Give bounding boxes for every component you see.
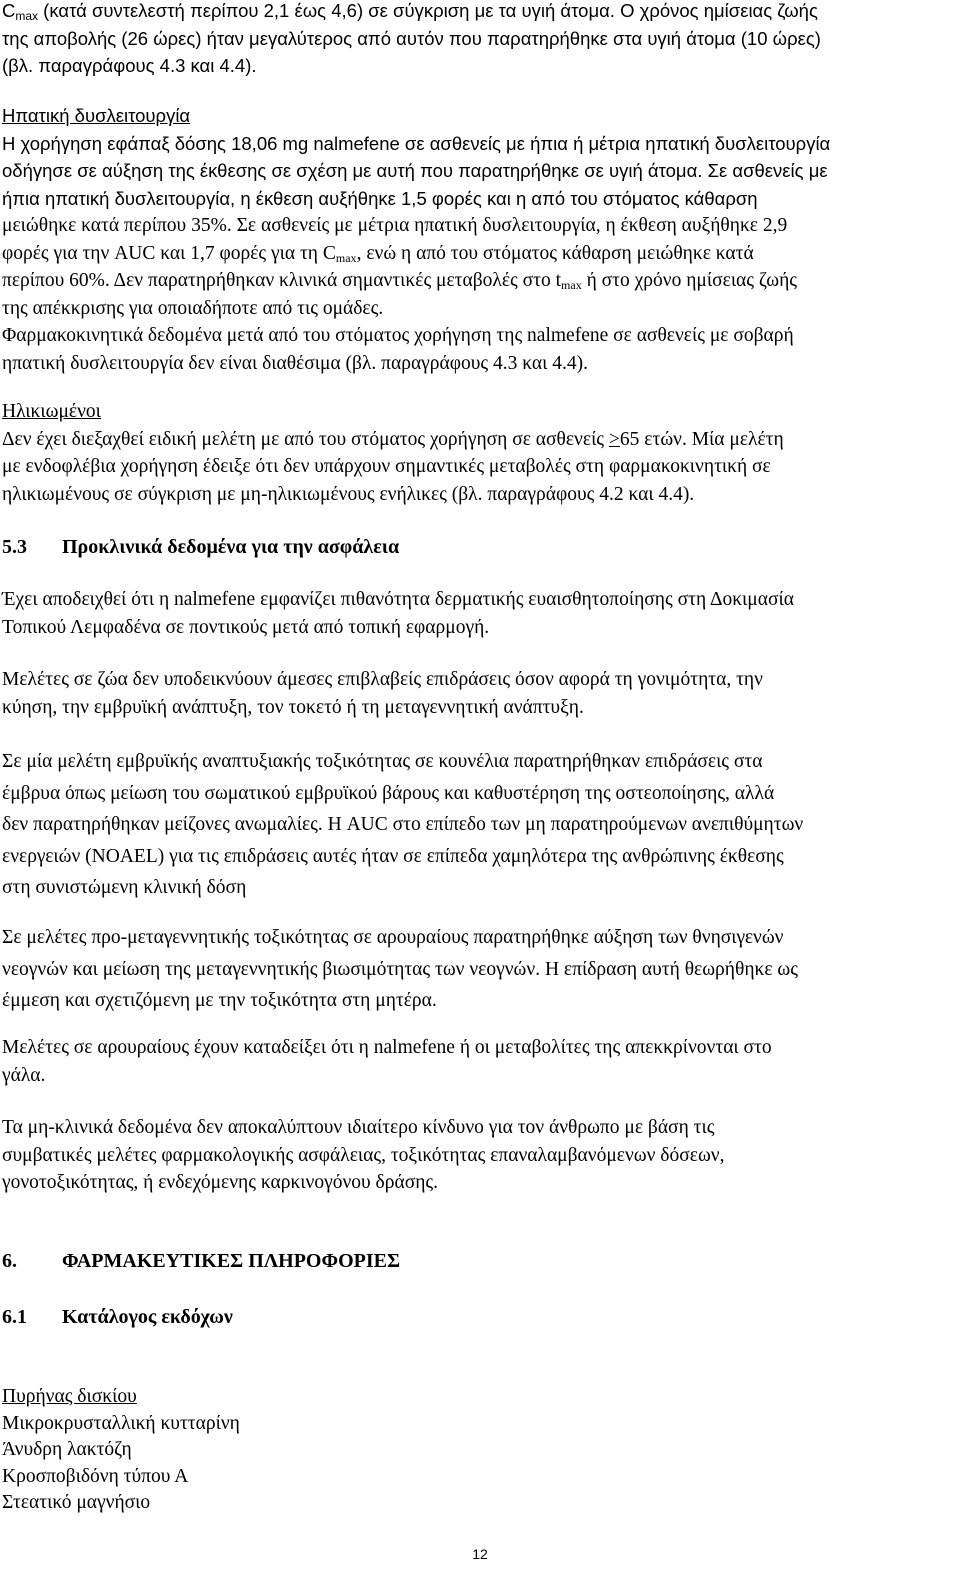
excipients-list bbox=[2, 1384, 954, 1517]
section-6-1-heading: 6.1 Κατάλογος εκδόχων bbox=[2, 1306, 233, 1328]
paragraph-fertility: Μελέτες σε ζώα δεν υποδεικνύουν άμεσες επιβλαβείς επιδράσεις όσον αφορά τη γονιμότητα, την κύηση, την εμβρυϊκή ανάπτυξη, τον τοκετό ή τη μεταγεννητική ανάπτυξη. bbox=[2, 669, 763, 718]
cmax-symbol: C bbox=[2, 0, 16, 21]
paragraph-nonclinical: Τα μη-κλινικά δεδομένα δεν αποκαλύπτουν ιδιαίτερο κίνδυνο για τον άνθρωπο με βάση τις συμβατικές μελέτες φαρμακολογικής ασφάλειας, τοξικότητας επαναλαμβανόμενων δόσεων, γονοτοξικότητας, ή ενδεχόμενης καρκινογόνου δράσης. bbox=[2, 1117, 725, 1193]
list-item: Μικροκρυσταλλική κυτταρίνη bbox=[2, 1412, 240, 1434]
list-item: Κροσποβιδόνη τύπου Α bbox=[2, 1465, 189, 1487]
paragraph-sensitization: Έχει αποδειχθεί ότι η nalmefene εμφανίζει πιθανότητα δερματικής ευαισθητοποίησης στη Δοκιμασία Τοπικού Λεμφαδένα σε ποντικούς μετά από τοπική εφαρμογή. bbox=[2, 589, 794, 638]
section-5-3-heading: 5.3 Προκλινικά δεδομένα για την ασφάλεια bbox=[2, 536, 400, 558]
hepatic-paragraph-cont: μειώθηκε κατά περίπου 35%. Σε ασθενείς με μέτρια ηπατική δυσλειτουργία, η έκθεση αυξήθηκε 2,9 φορές για την AUC και 1,7 φορές για τη $C_{max}$, ενώ η από του στόματος κάθαρση μειώθηκε κατά περίπου 60%. Δεν παρατηρήθηκαν κλινικά σημαντικές μεταβολές στο $t_{max}$ ή στο χρόνο ημίσειας ζωής της απέκκρισης για οποιαδήποτε από τις ομάδες. Φαρμακοκινητικά δεδομένα μετά από του στόματος χορήγηση της nalmefene σε ασθενείς με σοβαρή ηπατική δυσλειτουργία δεν είναι διαθέσιμα (βλ. παραγράφους 4.3 και 4.4). bbox=[2, 215, 797, 374]
paragraph-embryo: Σε μία μελέτη εμβρυϊκής αναπτυξιακής τοξικότητας σε κουνέλια παρατηρήθηκαν επιδράσεις στα έμβρυα όπως μείωση του σωματικού εμβρυϊκού βάρους και καθυστέρηση της οστεοποίησης, αλλά δεν παρατηρήθηκαν μείζονες ανωμαλίες. Η AUC στο επίπεδο των μη παρατηρούμενων ανεπιθύμητων ενεργειών (NOAEL) για τις επιδράσεις αυτές ήταν σε επίπεδα χαμηλότερα της ανθρώπινης έκθεσης στη συνιστώμενη κλινική δόση bbox=[2, 751, 804, 898]
section-6-heading: 6. ΦΑΡΜΑΚΕΥΤΙΚΕΣ ΠΛΗΡΟΦΟΡΙΕΣ bbox=[2, 1250, 401, 1272]
elderly-heading: Ηλικιωμένοι bbox=[2, 401, 101, 422]
hepatic-section: Ηπατική δυσλειτουργία Η χορήγηση εφάπαξ δόσης 18,06 mg nalmefene σε ασθενείς με ήπια ή μέτρια ηπατική δυσλειτουργία οδήγησε σε αύξηση της έκθεσης σε σχέση με αυτή που παρατηρήθηκε σε υγιή άτομα. Σε ασθενείς με ήπια ηπατική δυσλειτουργία, η έκθεση αυξήθηκε 1,5 φορές και η από του στόματος κάθαρση bbox=[2, 102, 954, 212]
elderly-section: Ηλικιωμένοι Δεν έχει διεξαχθεί ειδική μελέτη με από του στόματος χορήγηση σε ασθενείς >65 ετών. Μία μελέτη με ενδοφλέβια χορήγηση έδειξε ότι δεν υπάρχουν σημαντικές μεταβολές στη φαρμακοκινητική σε ηλικιωμένους σε σύγκριση με μη-ηλικιωμένους ενήλικες (βλ. παραγράφους 4.2 και 4.4). bbox=[2, 398, 954, 508]
paragraph-postnatal: Σε μελέτες προ-μεταγεννητικής τοξικότητας σε αρουραίους παρατηρήθηκε αύξηση των θνησιγενών νεογνών και μείωση της μεταγεννητικής βιωσιμότητας των νεογνών. Η επίδραση αυτή θεωρήθηκε ως έμμεση και σχετιζόμενη με την τοξικότητα στη μητέρα. bbox=[2, 927, 798, 1011]
list-item: Στεατικό μαγνήσιο bbox=[2, 1492, 151, 1513]
intro-paragraph: $C_{max}$ (κατά συντελεστή περίπου 2,1 έως 4,6) σε σύγκριση με τα υγιή άτομα. Ο χρόνος ημίσειας ζωής της αποβολής (26 ώρες) ήταν μεγαλύτερος από αυτόν που παρατηρήθηκε στα υγιή άτομα (10 ώρες) (βλ. παραγράφους 4.3 και 4.4). bbox=[2, 0, 821, 76]
list-item: Άνυδρη λακτόζη bbox=[2, 1439, 132, 1460]
paragraph-milk: Μελέτες σε αρουραίους έχουν καταδείξει ότι η nalmefene ή οι μεταβολίτες της απεκκρίνονται στο γάλα. bbox=[2, 1037, 772, 1086]
hepatic-heading: Ηπατική δυσλειτουργία bbox=[2, 105, 191, 126]
excipients-heading: Πυρήνας δισκίου bbox=[2, 1386, 137, 1407]
page-number: 12 bbox=[472, 1546, 488, 1562]
